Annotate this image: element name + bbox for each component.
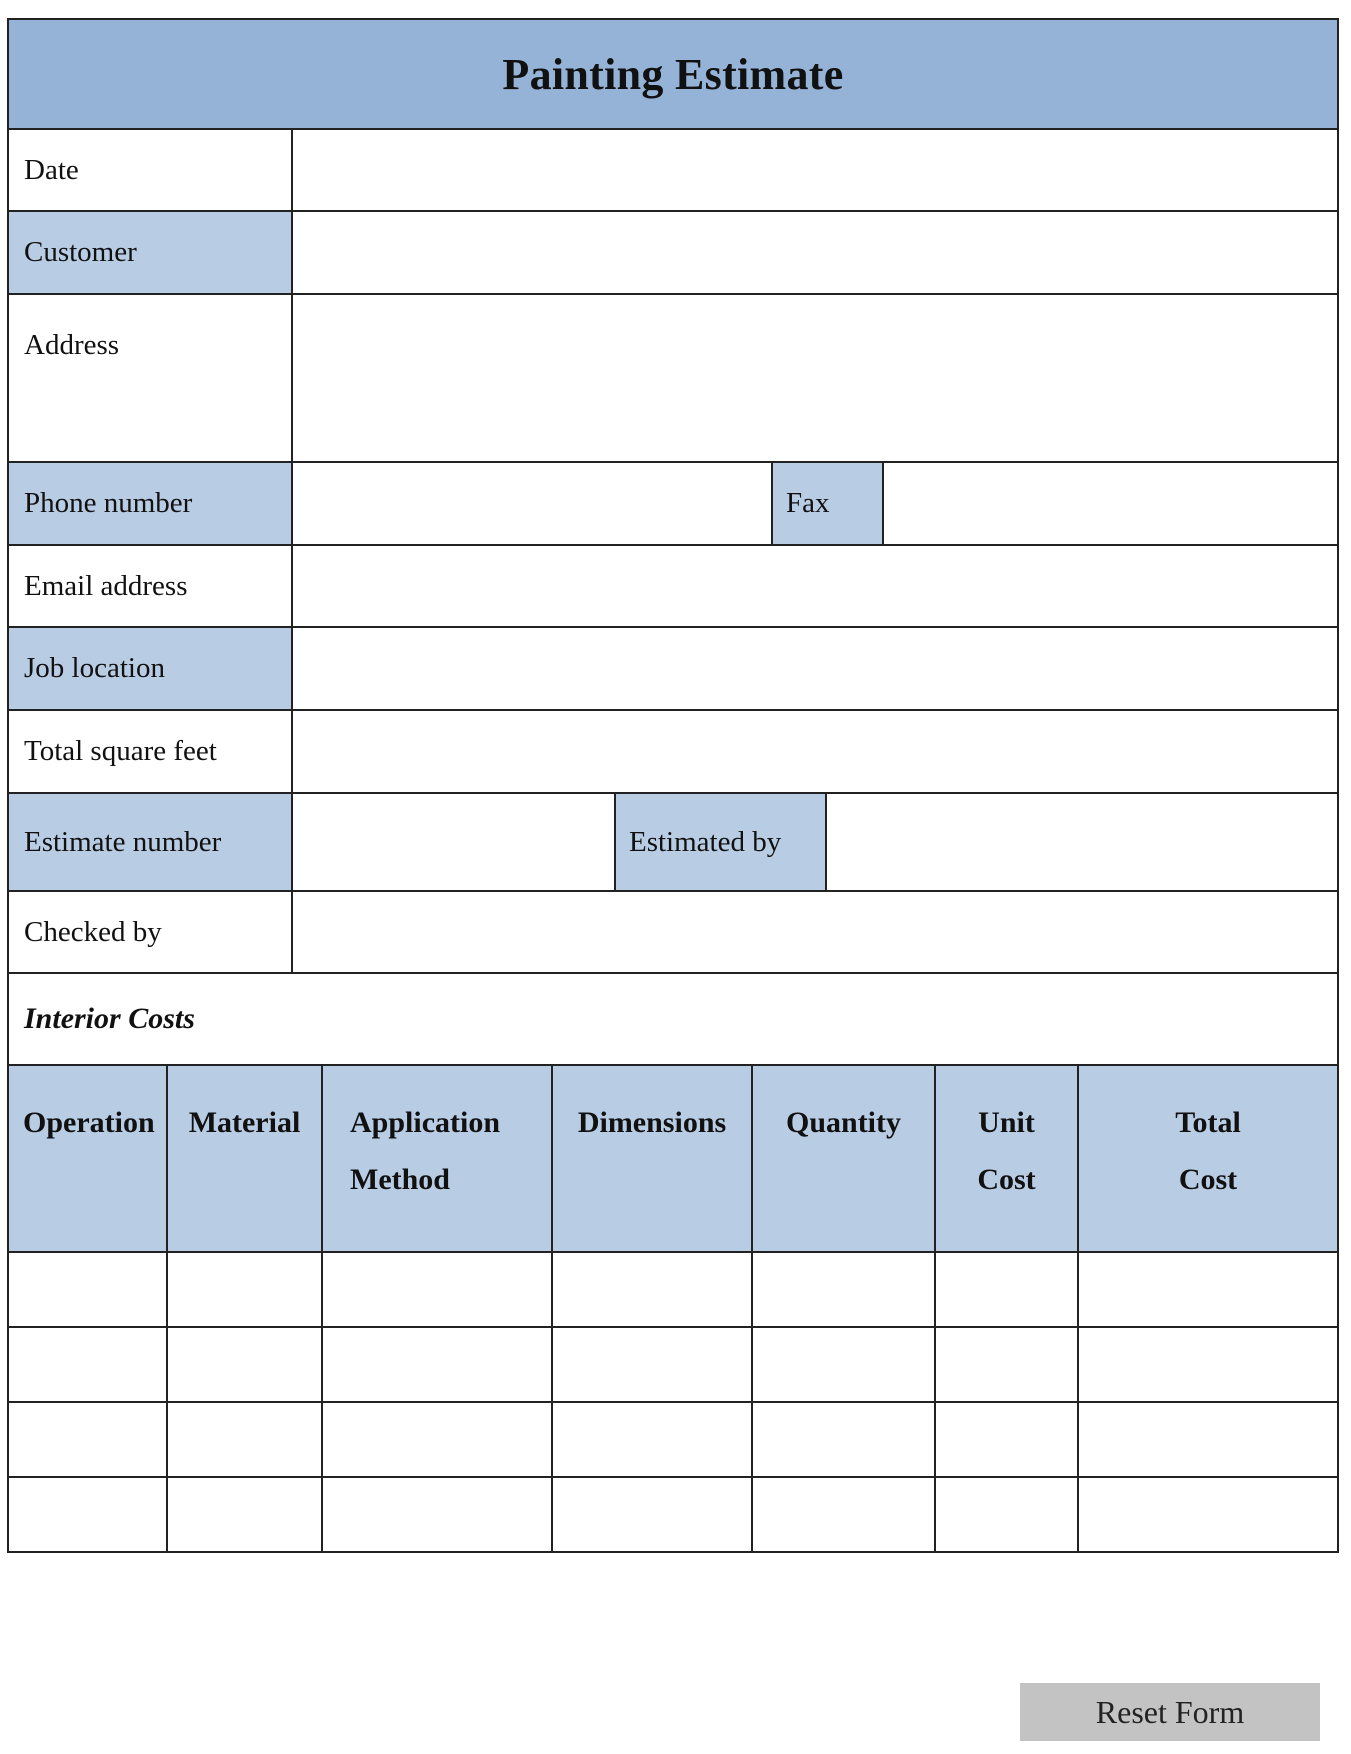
- reset-form-button[interactable]: Reset Form: [1020, 1683, 1320, 1741]
- total-cost-cell: [1078, 1252, 1337, 1327]
- header-dimensions: Dimensions: [552, 1066, 752, 1252]
- dimensions-cell: [552, 1252, 752, 1327]
- row-estimate: [9, 794, 1337, 892]
- operation-cell: [9, 1477, 167, 1551]
- row-total-square-feet: [9, 711, 1337, 794]
- total-cost-cell: [1078, 1327, 1337, 1402]
- email-cell: [293, 546, 1337, 626]
- total-cost-input[interactable]: [1079, 1253, 1337, 1326]
- material-cell: [167, 1477, 322, 1551]
- header-total-cost: [1078, 1066, 1337, 1252]
- unit-cost-input[interactable]: [936, 1478, 1077, 1551]
- header-total-line1: Total: [1175, 1106, 1241, 1139]
- total-square-feet-input[interactable]: [293, 711, 1337, 792]
- estimate-number-cell: [293, 794, 616, 890]
- total-cost-input[interactable]: [1079, 1328, 1337, 1401]
- customer-label: Customer: [9, 212, 293, 293]
- dimensions-cell: [552, 1477, 752, 1551]
- date-label: Date: [9, 130, 293, 210]
- application-method-input[interactable]: [323, 1403, 551, 1476]
- dimensions-input[interactable]: [553, 1403, 751, 1476]
- interior-costs-table: [9, 1066, 1337, 1551]
- phone-input[interactable]: [293, 463, 771, 544]
- header-application-method: [322, 1066, 552, 1252]
- dimensions-input[interactable]: [553, 1478, 751, 1551]
- row-phone: [9, 463, 1337, 546]
- form-title: Painting Estimate: [9, 20, 1337, 130]
- row-customer: [9, 212, 1337, 295]
- header-operation: Operation: [9, 1066, 167, 1252]
- estimated-by-input[interactable]: [827, 794, 1337, 890]
- fax-input[interactable]: [884, 463, 1337, 544]
- header-unit-line2: Cost: [977, 1163, 1036, 1196]
- row-address: [9, 295, 1337, 463]
- row-job-location: [9, 628, 1337, 711]
- application-method-cell: [322, 1252, 552, 1327]
- phone-label: Phone number: [9, 463, 293, 544]
- header-application-line1: Application: [350, 1106, 501, 1139]
- material-input[interactable]: [168, 1478, 321, 1551]
- operation-cell: [9, 1327, 167, 1402]
- quantity-cell: [752, 1477, 935, 1551]
- operation-input[interactable]: [9, 1478, 166, 1551]
- row-checked-by: [9, 892, 1337, 974]
- application-method-input[interactable]: [323, 1478, 551, 1551]
- total-cost-cell: [1078, 1477, 1337, 1551]
- application-method-cell: [322, 1327, 552, 1402]
- operation-input[interactable]: [9, 1403, 166, 1476]
- total-cost-input[interactable]: [1079, 1478, 1337, 1551]
- email-label: Email address: [9, 546, 293, 626]
- unit-cost-input[interactable]: [936, 1328, 1077, 1401]
- quantity-input[interactable]: [753, 1328, 934, 1401]
- header-total-line2: Cost: [1178, 1163, 1238, 1196]
- estimate-number-input[interactable]: [293, 794, 614, 890]
- table-row: [9, 1402, 1337, 1477]
- table-row: [9, 1477, 1337, 1551]
- material-cell: [167, 1327, 322, 1402]
- quantity-cell: [752, 1327, 935, 1402]
- quantity-cell: [752, 1402, 935, 1477]
- total-cost-input[interactable]: [1079, 1403, 1337, 1476]
- material-input[interactable]: [168, 1253, 321, 1326]
- material-cell: [167, 1402, 322, 1477]
- table-header-row: [9, 1066, 1337, 1252]
- address-label: Address: [9, 295, 293, 461]
- material-input[interactable]: [168, 1403, 321, 1476]
- checked-by-cell: [293, 892, 1337, 972]
- date-input[interactable]: [293, 130, 1337, 210]
- header-quantity: Quantity: [752, 1066, 935, 1252]
- estimated-by-label: Estimated by: [616, 794, 827, 890]
- application-method-input[interactable]: [323, 1328, 551, 1401]
- operation-input[interactable]: [9, 1328, 166, 1401]
- material-input[interactable]: [168, 1328, 321, 1401]
- job-location-cell: [293, 628, 1337, 709]
- dimensions-input[interactable]: [553, 1253, 751, 1326]
- checked-by-label: Checked by: [9, 892, 293, 972]
- unit-cost-input[interactable]: [936, 1403, 1077, 1476]
- quantity-input[interactable]: [753, 1253, 934, 1326]
- table-row: [9, 1327, 1337, 1402]
- quantity-input[interactable]: [753, 1403, 934, 1476]
- header-material: Material: [167, 1066, 322, 1252]
- application-method-cell: [322, 1402, 552, 1477]
- quantity-cell: [752, 1252, 935, 1327]
- estimated-by-cell: [827, 794, 1337, 890]
- total-square-feet-cell: [293, 711, 1337, 792]
- header-unit-line1: Unit: [978, 1106, 1035, 1139]
- date-cell: [293, 130, 1337, 210]
- address-cell: [293, 295, 1337, 461]
- estimate-number-label: Estimate number: [9, 794, 293, 890]
- customer-cell: [293, 212, 1337, 293]
- header-unit-cost: [935, 1066, 1078, 1252]
- total-cost-cell: [1078, 1402, 1337, 1477]
- fax-label: Fax: [773, 463, 884, 544]
- operation-cell: [9, 1252, 167, 1327]
- address-input[interactable]: [293, 295, 1337, 461]
- unit-cost-input[interactable]: [936, 1253, 1077, 1326]
- operation-input[interactable]: [9, 1253, 166, 1326]
- job-location-input[interactable]: [293, 628, 1337, 709]
- row-email: [9, 546, 1337, 628]
- unit-cost-cell: [935, 1402, 1078, 1477]
- unit-cost-cell: [935, 1477, 1078, 1551]
- quantity-input[interactable]: [753, 1478, 934, 1551]
- painting-estimate-form: [7, 18, 1339, 1553]
- phone-cell: [293, 463, 773, 544]
- header-application-line2: Method: [350, 1163, 450, 1196]
- unit-cost-cell: [935, 1252, 1078, 1327]
- total-square-feet-label: Total square feet: [9, 711, 293, 792]
- application-method-cell: [322, 1477, 552, 1551]
- job-location-label: Job location: [9, 628, 293, 709]
- application-method-input[interactable]: [323, 1253, 551, 1326]
- table-row: [9, 1252, 1337, 1327]
- row-date: [9, 130, 1337, 212]
- material-cell: [167, 1252, 322, 1327]
- operation-cell: [9, 1402, 167, 1477]
- fax-cell: [884, 463, 1337, 544]
- dimensions-cell: [552, 1402, 752, 1477]
- checked-by-input[interactable]: [293, 892, 1337, 972]
- dimensions-cell: [552, 1327, 752, 1402]
- email-input[interactable]: [293, 546, 1337, 626]
- customer-input[interactable]: [293, 212, 1337, 293]
- unit-cost-cell: [935, 1327, 1078, 1402]
- dimensions-input[interactable]: [553, 1328, 751, 1401]
- interior-costs-title: Interior Costs: [9, 974, 1337, 1066]
